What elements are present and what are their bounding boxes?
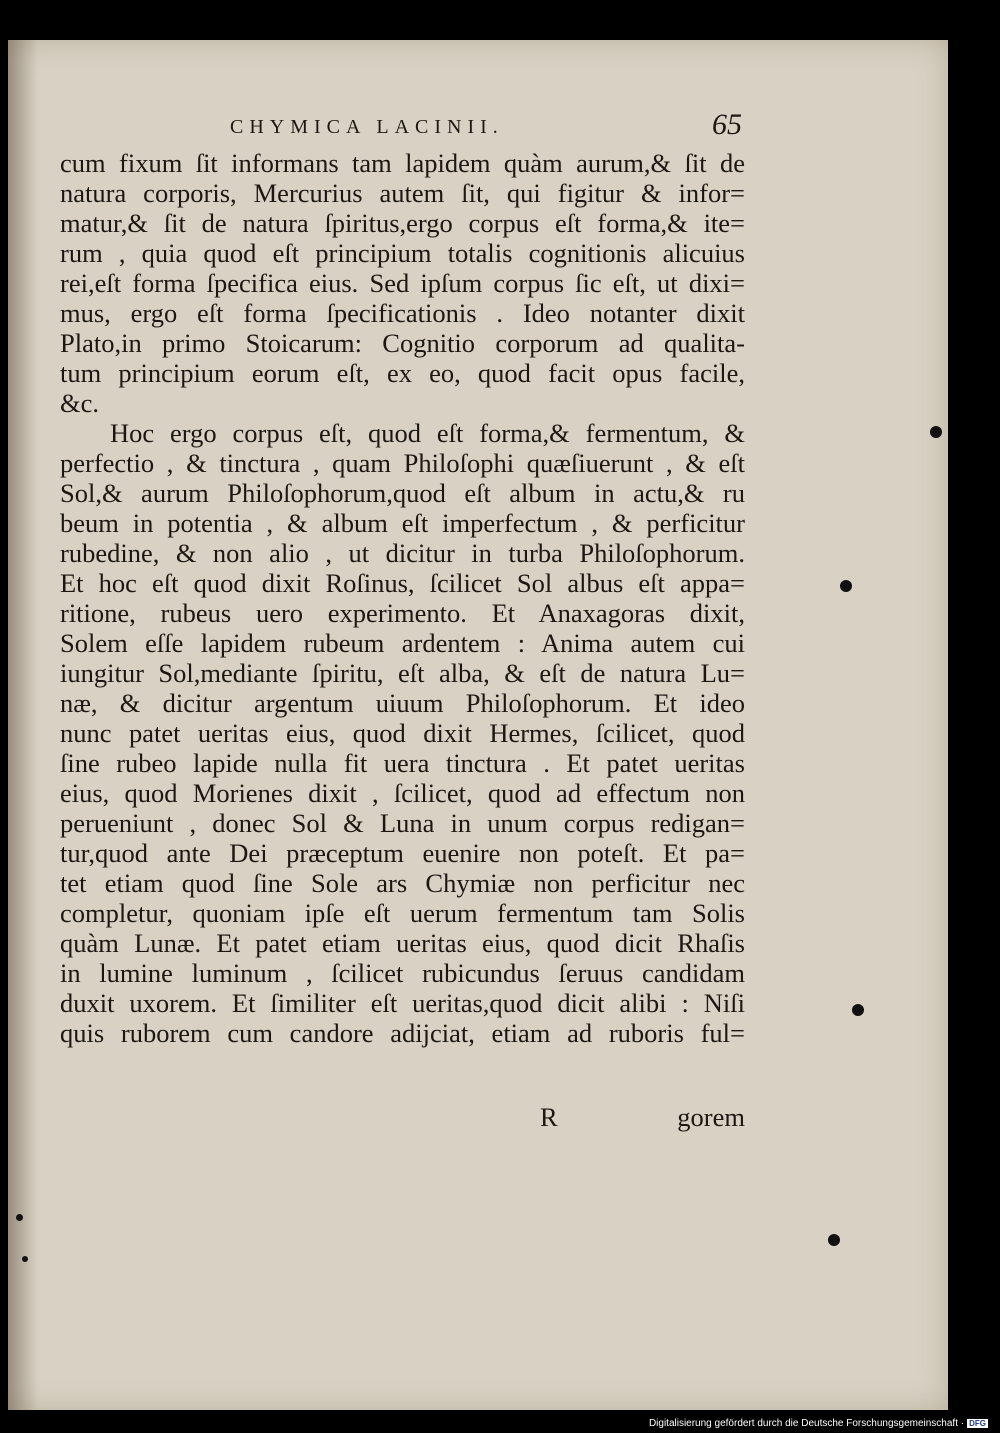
text-line: duxit uxorem. Et ſimiliter eſt ueritas,quod dicit alibi : Niſi xyxy=(60,988,745,1018)
text-line: rum , quia quod eſt principium totalis cognitionis alicuius xyxy=(60,238,745,268)
text-line: Plato,in primo Stoicarum: Cognitio corporum ad qualita- xyxy=(60,328,745,358)
text-line: Et hoc eſt quod dixit Roſinus, ſcilicet Sol albus eſt appa= xyxy=(60,568,745,598)
running-title: CHYMICA LACINII. xyxy=(230,116,504,138)
text-line: næ, & dicitur argentum uiuum Philoſophorum. Et ideo xyxy=(60,688,745,718)
text-line: &c. xyxy=(60,388,99,418)
text-line: quàm Lunæ. Et patet etiam ueritas eius, quod dicit Rhaſis xyxy=(60,928,745,958)
text-line: Sol,& aurum Philoſophorum,quod eſt album in actu,& ru xyxy=(60,478,745,508)
text-line: natura corporis, Mercurius autem ſit, qui figitur & infor= xyxy=(60,178,745,208)
text-line: in lumine luminum , ſcilicet rubicundus ſeruus candidam xyxy=(60,958,745,988)
text-line-indent: Hoc ergo corpus eſt, quod eſt forma,& fermentum, & xyxy=(110,418,745,448)
binding-hole-mark xyxy=(22,1256,28,1262)
binding-hole-mark xyxy=(840,580,852,592)
catchword-line xyxy=(60,1102,745,1134)
text-line: ritione, rubeus uero experimento. Et Anaxagoras dixit, xyxy=(60,598,745,628)
binding-hole-mark xyxy=(930,426,942,438)
book-page xyxy=(8,40,948,1410)
signature-mark: R xyxy=(540,1102,558,1132)
text-line: rubedine, & non alio , ut dicitur in turba Philoſophorum. xyxy=(60,538,745,568)
text-line: Solem eſſe lapidem rubeum ardentem : Anima autem cui xyxy=(60,628,745,658)
binding-hole-mark xyxy=(16,1214,23,1221)
text-line: completur, quoniam ipſe eſt uerum fermentum tam Solis xyxy=(60,898,745,928)
text-line: cum fixum ſit informans tam lapidem quàm aurum,& ſit de xyxy=(60,148,745,178)
text-line: matur,& ſit de natura ſpiritus,ergo corpus eſt forma,& ite= xyxy=(60,208,745,238)
text-line: nunc patet ueritas eius, quod dixit Hermes, ſcilicet, quod xyxy=(60,718,745,748)
text-line: rei,eſt forma ſpecifica eius. Sed ipſum corpus ſic eſt, ut dixi= xyxy=(60,268,745,298)
text-line: tur,quod ante Dei præceptum euenire non poteſt. Et pa= xyxy=(60,838,745,868)
binding-hole-mark xyxy=(828,1234,840,1246)
text-line: quis ruborem cum candore adijciat, etiam ad ruboris ful= xyxy=(60,1018,745,1048)
text-line: perueniunt , donec Sol & Luna in unum corpus redigan= xyxy=(60,808,745,838)
text-line: perfectio , & tinctura , quam Philoſophi quæſiuerunt , & eſt xyxy=(60,448,745,478)
binding-hole-mark xyxy=(852,1004,864,1016)
text-line: mus, ergo eſt forma ſpecificationis . Ideo notanter dixit xyxy=(60,298,745,328)
text-line: ſine rubeo lapide nulla fit uera tinctura . Et patet ueritas xyxy=(60,748,745,778)
text-line: beum in potentia , & album eſt imperfectum , & perficitur xyxy=(60,508,745,538)
body-text xyxy=(60,148,745,1048)
footer-text: Digitalisierung gefördert durch die Deutsche Forschungsgemeinschaft · xyxy=(648,1418,965,1429)
text-line: eius, quod Morienes dixit , ſcilicet, quod ad effectum non xyxy=(60,778,745,808)
catchword: gorem xyxy=(677,1102,745,1132)
page-number: 65 xyxy=(712,108,742,141)
text-line: iungitur Sol,mediante ſpiritu, eſt alba, & eſt de natura Lu= xyxy=(60,658,745,688)
dfg-logo-icon: DFG xyxy=(969,1418,986,1428)
text-line: tum principium eorum eſt, ex eo, quod facit opus facile, xyxy=(60,358,745,388)
dfg-footer xyxy=(649,1418,988,1429)
text-line: tet etiam quod ſine Sole ars Chymiæ non perficitur nec xyxy=(60,868,745,898)
